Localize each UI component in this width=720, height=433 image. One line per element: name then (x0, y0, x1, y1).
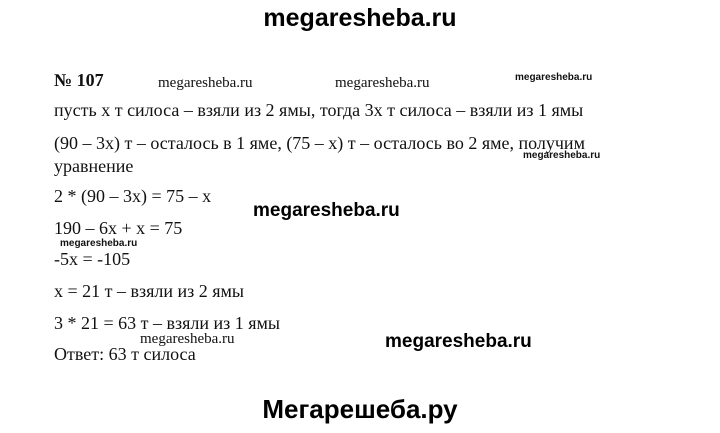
solution-line-2: (90 – 3х) т – осталось в 1 яме, (75 – х) т – осталось во 2 яме, получим (54, 133, 585, 153)
site-watermark-header: megaresheba.ru (263, 4, 457, 32)
watermark-inline-2: megaresheba.ru (335, 75, 430, 91)
equation-line-2: 190 – 6х + х = 75 (54, 218, 183, 238)
watermark-bottom-right: megaresheba.ru (385, 331, 532, 352)
result-line-1: х = 21 т – взяли из 2 ямы (54, 281, 245, 301)
watermark-right-tiny: megaresheba.ru (523, 150, 601, 161)
site-watermark-footer: Мегарешеба.ру (262, 394, 458, 424)
equation-line-3: -5х = -105 (54, 249, 131, 269)
watermark-middle: megaresheba.ru (253, 200, 400, 221)
watermark-inline-1: megaresheba.ru (158, 75, 253, 91)
solution-line-1: пусть х т силоса – взяли из 2 ямы, тогда 3х т силоса – взяли из 1 ямы (54, 100, 584, 120)
answer-line: Ответ: 63 т силоса (54, 344, 196, 364)
watermark-left-tiny: megaresheba.ru (60, 238, 138, 249)
equation-line-1: 2 * (90 – 3х) = 75 – х (54, 186, 212, 206)
watermark-bottom-left: megaresheba.ru (140, 331, 235, 347)
watermark-inline-3: megaresheba.ru (515, 72, 593, 83)
result-line-2: 3 * 21 = 63 т – взяли из 1 ямы (54, 313, 281, 333)
solution-line-3: уравнение (54, 156, 134, 176)
task-number: № 107 (54, 70, 104, 90)
